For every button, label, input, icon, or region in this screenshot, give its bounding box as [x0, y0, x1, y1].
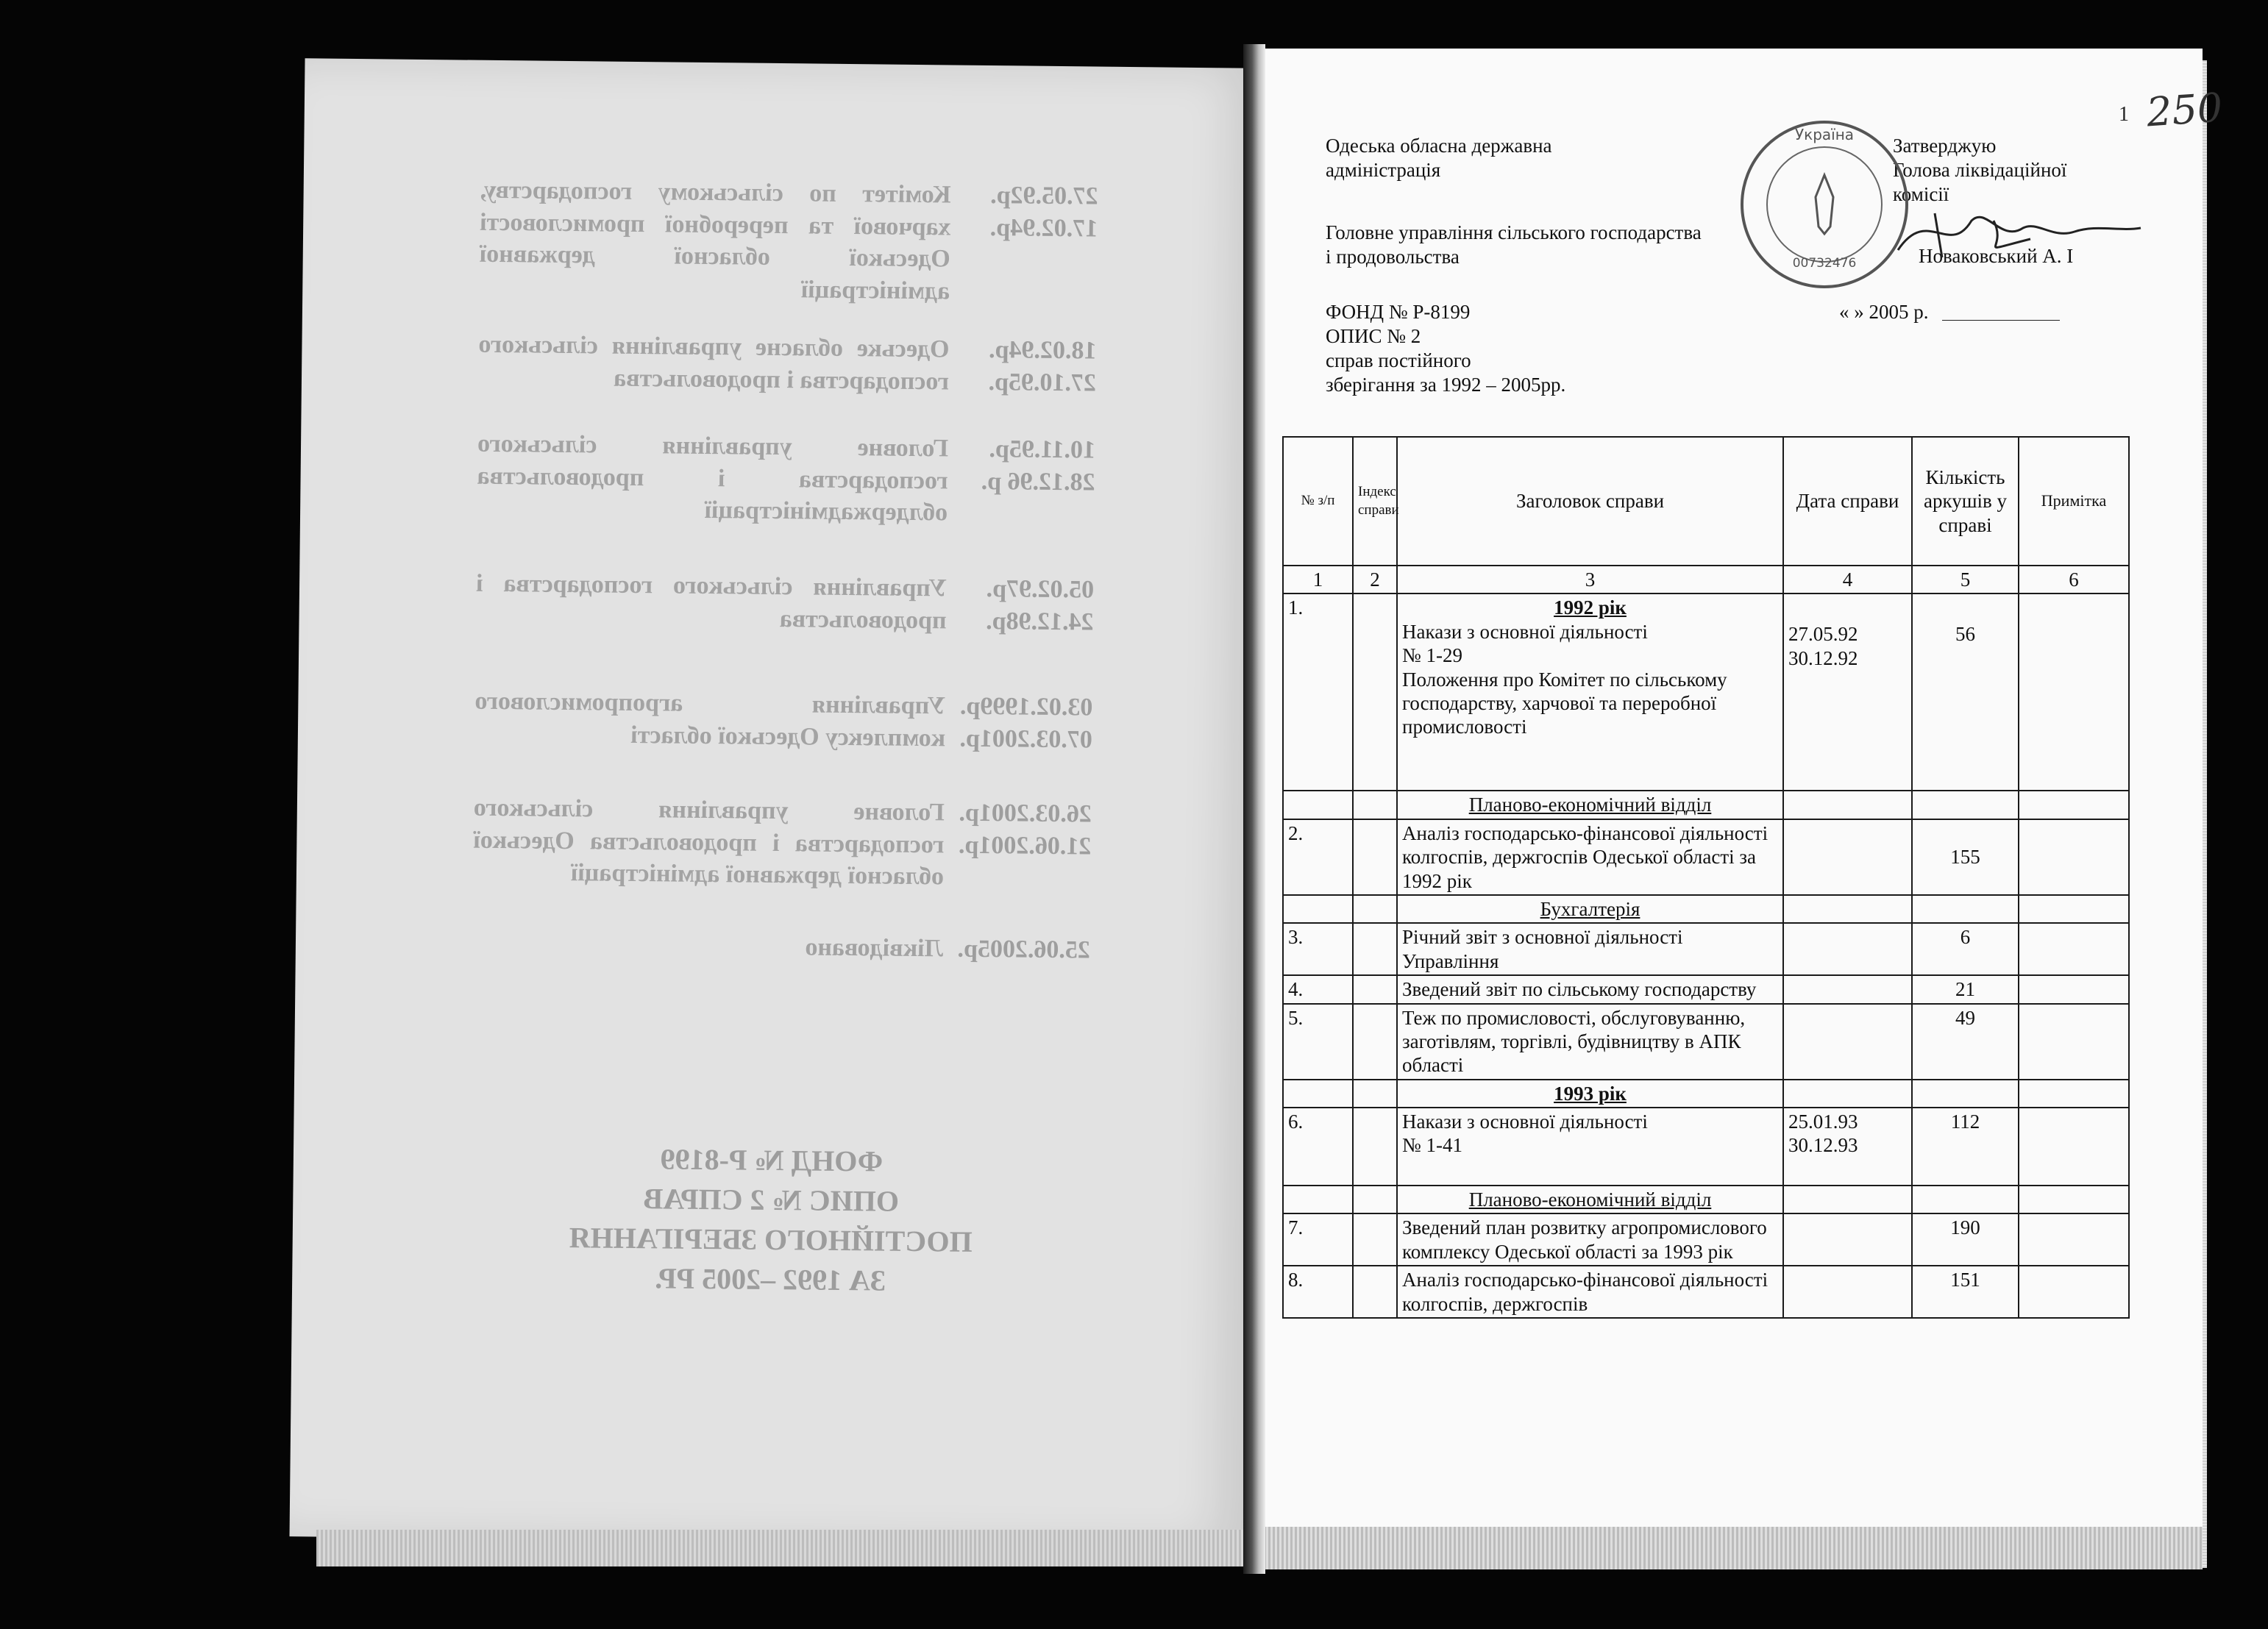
bleed-row	[466, 174, 1098, 304]
section-cell-empty	[1353, 1186, 1397, 1213]
section-row	[1283, 1080, 2129, 1108]
org-name-line1: Одеська обласна державна	[1326, 135, 1552, 157]
bleed-row	[459, 791, 1092, 891]
stamp-top-text: Україна	[1794, 126, 1855, 143]
row-title-line: Накази з основної діяльності	[1402, 620, 1648, 643]
head-name: Новаковський А. І	[1919, 245, 2074, 267]
approval-block	[1893, 134, 2066, 207]
cases-desc-line2: зберігання за 1992 – 2005рр.	[1326, 373, 1566, 396]
bleed-title: ФОНД № Р-8199 ОПИС № 2 СПРАВ ПОСТІЙНОГО ЗБЕРІГАННЯ ЗА 1992 –2005 РР.	[569, 1142, 973, 1297]
fond-block	[1326, 300, 1565, 397]
section-cell-empty	[1353, 895, 1397, 923]
bleed-dates: 25.06.2005р.	[957, 935, 1091, 964]
row-date	[1783, 819, 1912, 895]
bleed-row	[464, 329, 1097, 397]
row-date	[1783, 1004, 1912, 1080]
book-gutter	[1243, 44, 1265, 1574]
row-date-end: 30.12.93	[1788, 1134, 1858, 1157]
bleed-text: Головне управління сільського господарства і продовольства облдержадміністрації	[477, 429, 949, 527]
col-number: 3	[1397, 566, 1783, 594]
section-cell-empty	[1912, 895, 2019, 923]
row-title	[1397, 594, 1783, 791]
cases-desc-line1: справ постійного	[1326, 349, 1471, 371]
row-note	[2019, 975, 2129, 1003]
bleed-through-text	[290, 58, 1262, 1547]
section-cell-empty	[1283, 1186, 1353, 1213]
bleed-dates: 18.02.94р. 27.10.95р.	[988, 336, 1097, 397]
col-number: 5	[1912, 566, 2019, 594]
row-sheets: 49	[1912, 1004, 2019, 1080]
bleed-dates: 27.05.92р. 17.02.94р.	[989, 182, 1098, 243]
row-title-line: Положення про Комітет по сільському господарству, харчової та переробної промисловості	[1402, 668, 1727, 738]
row-date	[1783, 1108, 1912, 1186]
stamp-code: 00732476	[1792, 256, 1857, 271]
row-num: 8.	[1283, 1266, 1353, 1318]
bleed-text: Одеське обласне управління сільського господарства і продовольства	[478, 330, 950, 395]
table-row	[1283, 1004, 2129, 1080]
section-cell-empty	[1783, 791, 1912, 819]
row-date	[1783, 1266, 1912, 1318]
fond-number: ФОНД № Р-8199	[1326, 301, 1471, 323]
section-cell-empty	[1783, 1080, 1912, 1108]
table-row	[1283, 594, 2129, 791]
row-title: Зведений план розвитку агропромислового комплексу Одеської області за 1993 рік	[1397, 1213, 1783, 1266]
row-index	[1353, 1213, 1397, 1266]
section-title: Планово-економічний відділ	[1397, 791, 1783, 819]
section-cell-empty	[1912, 791, 2019, 819]
section-cell-empty	[1353, 1080, 1397, 1108]
opys-number: ОПИС № 2	[1326, 324, 1421, 347]
row-sheets: 151	[1912, 1266, 2019, 1318]
bleed-text: Ліквідовано	[805, 933, 944, 963]
section-row	[1283, 791, 2129, 819]
row-note	[2019, 1004, 2129, 1080]
row-index	[1353, 819, 1397, 895]
header-num: № з/п	[1283, 437, 1353, 566]
column-numbers-row	[1283, 566, 2129, 594]
table-row	[1283, 923, 2129, 975]
head-title-line2: комісії	[1893, 182, 1949, 205]
row-title-line: № 1-41	[1402, 1134, 1463, 1157]
approval-date: « » 2005 р.	[1839, 301, 1929, 323]
section-row	[1283, 1186, 2129, 1213]
bleed-text: Управління агропромислового комплексу Одеської області	[474, 687, 946, 752]
bleed-row	[461, 568, 1095, 636]
row-date	[1783, 923, 1912, 975]
row-index	[1353, 975, 1397, 1003]
section-cell-empty	[1283, 895, 1353, 923]
col-number: 6	[2019, 566, 2129, 594]
section-cell-empty	[2019, 1080, 2129, 1108]
row-title: Аналіз господарсько-фінансової діяльності колгоспів, держгоспів	[1397, 1266, 1783, 1318]
section-cell-empty	[1912, 1186, 2019, 1213]
org-name-line2: адміністрація	[1326, 158, 1441, 181]
col-number: 2	[1353, 566, 1397, 594]
page-number: 1	[2119, 103, 2129, 126]
row-note	[2019, 1213, 2129, 1266]
trident-icon	[1816, 175, 1833, 234]
row-sheets: 56	[1912, 594, 2019, 791]
bleed-text: Головне управління сільського господарства і продовольства Одеської обласної державної адміністрації	[473, 794, 945, 891]
row-sheets: 190	[1912, 1213, 2019, 1266]
section-cell-empty	[1283, 791, 1353, 819]
cases-inventory-table	[1282, 436, 2130, 1319]
row-note	[2019, 594, 2129, 791]
section-cell-empty	[2019, 791, 2129, 819]
section-cell-empty	[1783, 895, 1912, 923]
bleed-dates: 26.03.2001р. 21.06.2001р.	[958, 799, 1092, 860]
col-number: 1	[1283, 566, 1353, 594]
row-note	[2019, 1266, 2129, 1318]
signature	[1883, 199, 2148, 265]
section-title: Бухгалтерія	[1397, 895, 1783, 923]
head-title-line1: Голова ліквідаційної	[1893, 158, 2067, 181]
bleed-row	[458, 927, 1091, 964]
row-note	[2019, 923, 2129, 975]
row-index	[1353, 1004, 1397, 1080]
row-title-line: № 1-29	[1402, 644, 1463, 667]
year-heading-1992: 1992 рік	[1554, 596, 1627, 619]
section-cell-empty	[1912, 1080, 2019, 1108]
section-cell-empty	[1283, 1080, 1353, 1108]
section-row	[1283, 895, 2129, 923]
row-title	[1397, 1108, 1783, 1186]
bleed-text: Управління сільського господарства і продовольства	[475, 569, 948, 634]
approve-label: Затверджую	[1893, 135, 1997, 157]
right-page-edge	[1259, 1527, 2203, 1569]
section-cell-empty	[2019, 1186, 2129, 1213]
header-date: Дата справи	[1783, 437, 1912, 566]
row-num: 6.	[1283, 1108, 1353, 1186]
row-title-line: Накази з основної діяльності	[1402, 1111, 1648, 1133]
row-index	[1353, 594, 1397, 791]
row-sheets: 112	[1912, 1108, 2019, 1186]
row-date	[1783, 1213, 1912, 1266]
section-cell-empty	[2019, 895, 2129, 923]
table-row	[1283, 819, 2129, 895]
col-number: 4	[1783, 566, 1912, 594]
dept-name-line2: і продовольства	[1326, 245, 1460, 268]
header-sheets: Кількість аркушів у справі	[1912, 437, 2019, 566]
row-title: Зведений звіт по сільському господарству	[1397, 975, 1783, 1003]
row-date-end: 30.12.92	[1788, 646, 1858, 669]
row-date-start: 27.05.92	[1788, 623, 1858, 646]
row-note	[2019, 819, 2129, 895]
bleed-row	[461, 685, 1093, 754]
row-num: 1.	[1283, 594, 1353, 791]
bleed-row	[463, 428, 1096, 527]
row-num: 5.	[1283, 1004, 1353, 1080]
row-title: Річний звіт з основної діяльності Управління	[1397, 923, 1783, 975]
row-sheets: 21	[1912, 975, 2019, 1003]
row-title: Теж по промисловості, обслуговуванню, заготівлям, торгівлі, будівництву в АПК області	[1397, 1004, 1783, 1080]
row-date	[1783, 594, 1912, 791]
row-date-start: 25.01.93	[1788, 1111, 1858, 1133]
table-header-row	[1283, 437, 2129, 566]
table-row	[1283, 1108, 2129, 1186]
left-page	[290, 58, 1262, 1547]
section-title: Планово-економічний відділ	[1397, 1186, 1783, 1213]
table-row	[1283, 975, 2129, 1003]
row-num: 3.	[1283, 923, 1353, 975]
dept-name-line1: Головне управління сільського господарства	[1326, 221, 1702, 243]
year-heading-1993: 1993 рік	[1397, 1080, 1783, 1108]
left-page-edge	[316, 1530, 1251, 1566]
row-title: Аналіз господарсько-фінансової діяльності колгоспів, держгоспів Одеської області за 1992 рік	[1397, 819, 1783, 895]
row-date	[1783, 975, 1912, 1003]
table-row	[1283, 1266, 2129, 1318]
org-block	[1326, 134, 1552, 182]
date-underline	[1942, 320, 2060, 321]
header-index: Індекс справи	[1353, 437, 1397, 566]
row-num: 4.	[1283, 975, 1353, 1003]
section-cell-empty	[1783, 1186, 1912, 1213]
bleed-dates: 05.02.97р. 24.12.98р.	[985, 574, 1095, 636]
bleed-text: Комітет по сільському господарству, харчової та переробної промисловості Одеської обласної державної адміністрації	[479, 176, 951, 304]
bleed-dates: 10.11.95р. 28.12.96 р.	[981, 435, 1096, 496]
row-num: 7.	[1283, 1213, 1353, 1266]
dept-block	[1326, 221, 1702, 269]
row-sheets: 6	[1912, 923, 2019, 975]
table-row	[1283, 1213, 2129, 1266]
header-note: Примітка	[2019, 437, 2129, 566]
row-note	[2019, 1108, 2129, 1186]
section-cell-empty	[1353, 791, 1397, 819]
bleed-dates: 03.02.1999р. 07.03.2001р.	[959, 692, 1093, 754]
row-index	[1353, 1266, 1397, 1318]
handwritten-sheet-number: 250	[2144, 84, 2225, 136]
row-index	[1353, 923, 1397, 975]
header-title: Заголовок справи	[1397, 437, 1783, 566]
row-sheets: 155	[1912, 819, 2019, 895]
row-index	[1353, 1108, 1397, 1186]
row-num: 2.	[1283, 819, 1353, 895]
